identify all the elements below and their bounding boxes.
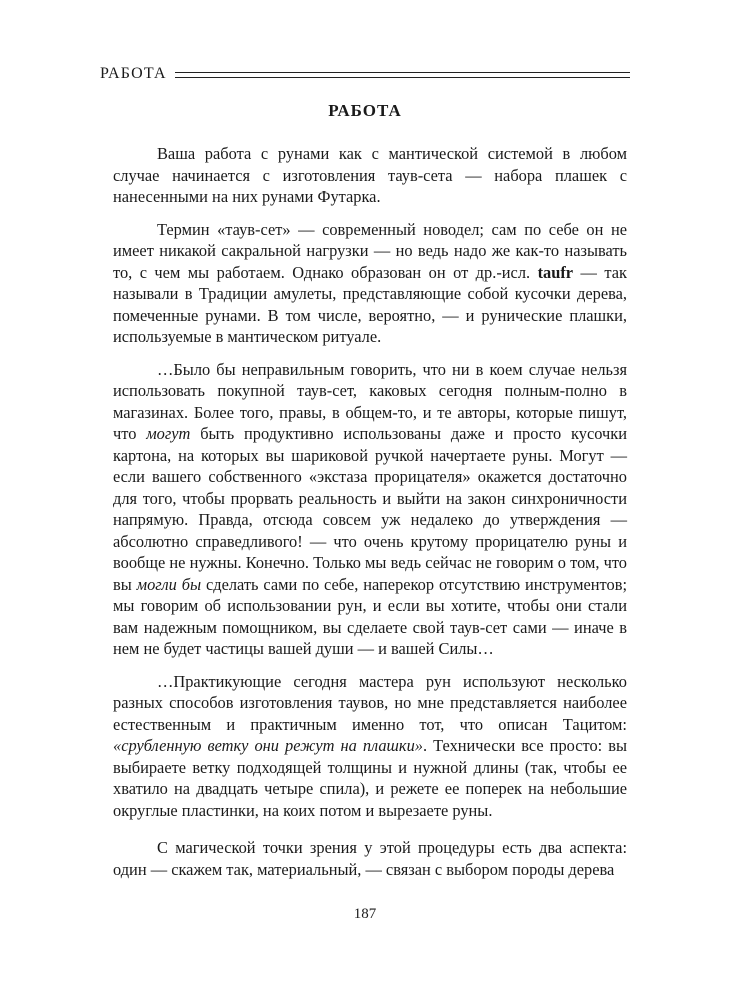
chapter-title: РАБОТА xyxy=(328,101,402,120)
paragraph-3-part-b: быть продуктивно использованы даже и просто кусочки картона, на которых вы шариковой ручкой начертаете руны. Могут — если вашего собственного «экстаза прорицателя» окажется достаточно для того, чтобы прорвать реальность и выйти на закон синхроничности напрямую. Правда, отсюда совсем уж недалеко до утверждения — абсолютно справедливого! — что очень крутому прорицателю руны и вообще не нужны. Конечно. Только мы ведь сейчас не говорим о том, что вы xyxy=(113,424,627,594)
running-head-rule xyxy=(175,72,630,78)
paragraph-3-part-c: сделать сами по себе, наперекор отсутствию инструментов; мы говорим об использовании рун, и если вы хотите, чтобы они стали вам надежным помощником, вы сделаете свой таув-сет сами — иначе в нем не будет частицы вашей души — и вашей Силы… xyxy=(113,574,627,658)
paragraph-4-part-b: . Технически все просто: вы выбираете ветку подходящей толщины и нужной длины (так, чтобы ее хватило на двадцать четыре спила), и режете ее поперек на небольшие округлые пластинки, на коих потом и вырезаете руны. xyxy=(113,736,627,820)
paragraph-5: С магической точки зрения у этой процедуры есть два аспекта: один — скажем так, материальный, — связан с выбором породы дерева xyxy=(113,838,627,879)
paragraph-2 xyxy=(113,219,627,348)
body-text xyxy=(113,143,627,891)
emphasis-mogli-by: могли бы xyxy=(136,574,202,594)
paragraph-2-part-b: — так называли в Традиции амулеты, представляющие собой кусочки дерева, помеченные рунами. В том числе, вероятно, — и рунические плашки, используемые в мантическом ритуале. xyxy=(113,262,627,346)
paragraph-3-part-a: …Было бы неправильным говорить, что ни в коем случае нельзя использовать покупной таув-сет, каковых сегодня полным-полно в магазинах. Более того, правы, в общем-то, и те авторы, которые пишут, что xyxy=(113,359,627,443)
running-head-title: РАБОТА xyxy=(100,65,167,82)
page-number: 187 xyxy=(353,906,377,922)
paragraph-4-part-a: …Практикующие сегодня мастера рун используют несколько разных способов изготовления таувов, но мне представляется наиболее естественным и практичным именно тот, что описан Тацитом: xyxy=(113,671,627,734)
paragraph-4 xyxy=(113,671,627,822)
paragraph-3 xyxy=(113,359,627,660)
running-head xyxy=(100,64,630,84)
tacitus-quote: «срубленную ветку они режут на плашки» xyxy=(113,736,423,755)
old-norse-term: taufr xyxy=(537,262,574,282)
paragraph-1: Ваша работа с рунами как с мантической системой в любом случае начинается с изготовления таув-сета — набора плашек с нанесенными на них рунами Футарка. xyxy=(113,144,627,206)
emphasis-mogut: могут xyxy=(146,424,191,443)
paragraph-2-part-a: Термин «таув-сет» — современный новодел; сам по себе он не имеет никакой сакральной нагрузки — но ведь надо же как-то называть то, с чем мы работаем. Однако образован он от др.-исл. xyxy=(113,219,627,282)
